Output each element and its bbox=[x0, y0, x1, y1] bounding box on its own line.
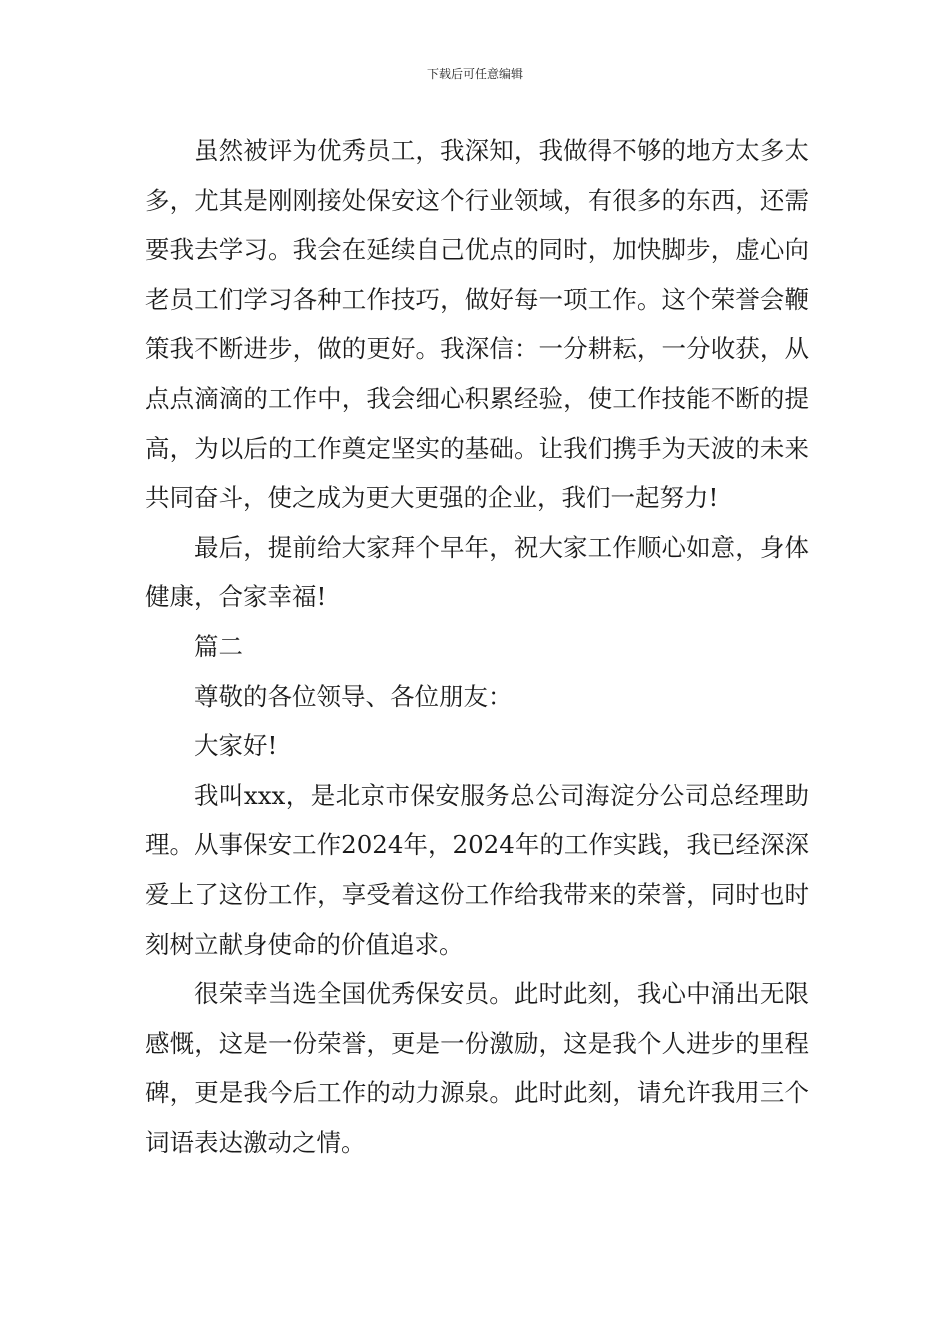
greeting: 大家好! bbox=[194, 731, 278, 761]
salutation: 尊敬的各位领导、各位朋友： bbox=[194, 681, 513, 711]
paragraph-4: 很荣幸当选全国优秀保安员。此时此刻，我心中涌出无限感慨，这是一份荣誉，更是一份激励，这是我个人进步的里程碑，更是我今后工作的动力源泉。此时此刻，请允许我用三个词语表达激动之情。 bbox=[145, 979, 809, 1157]
section-heading: 篇二 bbox=[194, 631, 243, 661]
page-header: 下载后可任意编辑 bbox=[426, 67, 523, 81]
paragraph-3: 我叫xxx，是北京市保安服务总公司海淀分公司总经理助理。从事保安工作2024年，2024年的工作实践，我已经深深爱上了这份工作，享受着这份工作给我带来的荣誉，同时也时刻树立献身使命的价值追求。 bbox=[145, 780, 809, 959]
document-body bbox=[145, 126, 809, 1167]
paragraph-1: 虽然被评为优秀员工，我深知，我做得不够的地方太多太多，尤其是刚刚接处保安这个行业领域，有很多的东西，还需要我去学习。我会在延续自己优点的同时，加快脚步，虚心向老员工们学习各种工作技巧，做好每一项工作。这个荣誉会鞭策我不断进步，做的更好。我深信：一分耕耘，一分收获，从点点滴滴的工作中，我会细心积累经验，使工作技能不断的提高，为以后的工作奠定坚实的基础。让我们携手为天波的未来共同奋斗，使之成为更大更强的企业，我们一起努力! bbox=[145, 136, 809, 513]
paragraph-2: 最后，提前给大家拜个早年，祝大家工作顺心如意，身体健康，合家幸福! bbox=[145, 532, 809, 612]
